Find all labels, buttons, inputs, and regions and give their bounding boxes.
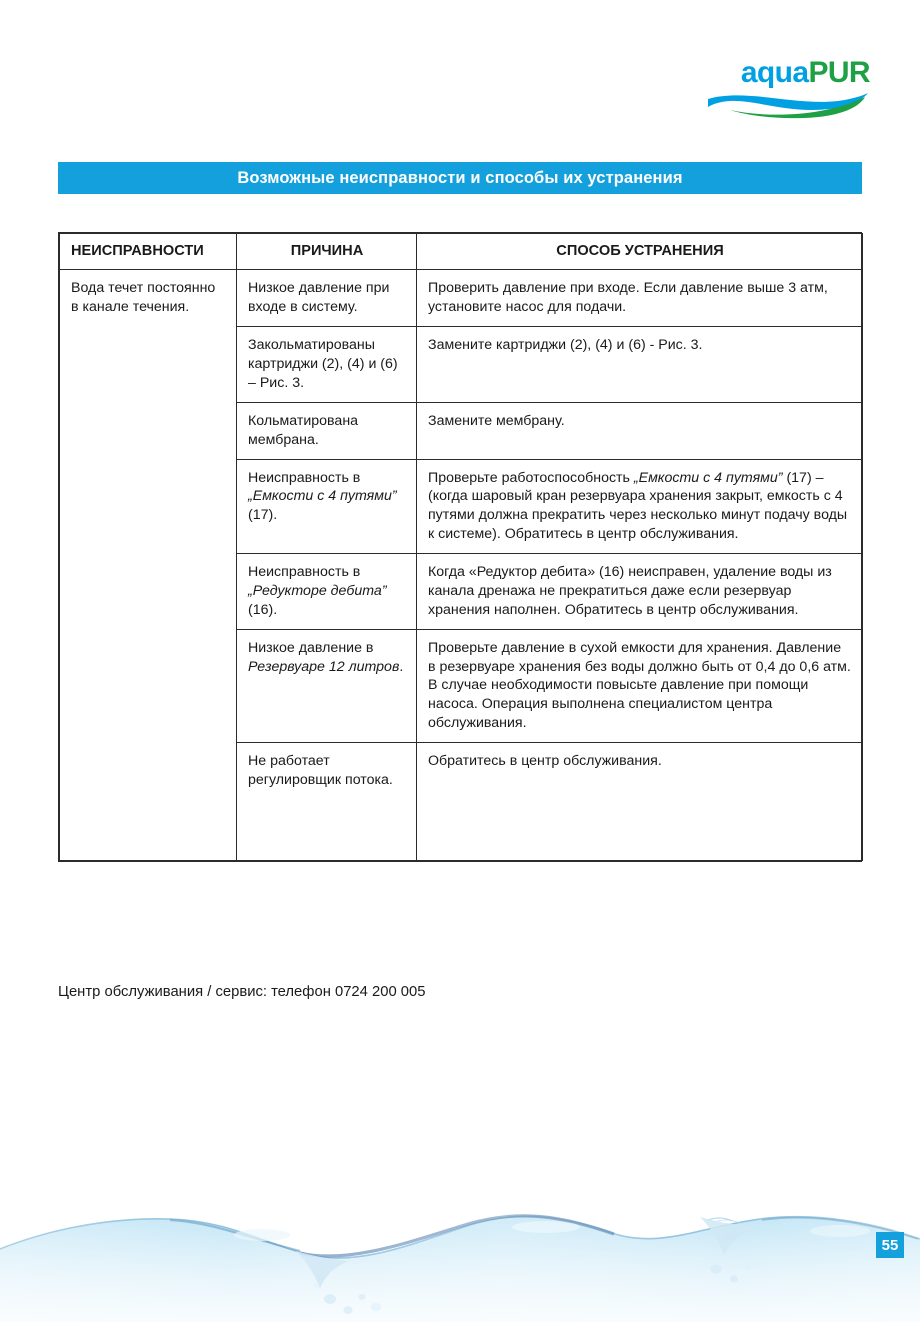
water-decoration: [0, 1177, 920, 1322]
service-contact-line: Центр обслуживания / сервис: телефон 0724 200 005: [58, 984, 426, 1000]
cause-text-pre: Неисправность в: [248, 469, 361, 486]
cause-text-emphasis: „Редукторе дебита”: [248, 582, 387, 599]
remedy-text-pre: Проверьте работоспособность: [428, 469, 634, 486]
logo-text-aqua: aqua: [740, 56, 809, 89]
section-title-banner: [58, 162, 862, 194]
brand-logo: [700, 58, 870, 120]
remedy-cell: Обратитесь в центр обслуживания.: [417, 743, 863, 861]
section-title-text: Возможные неисправности и способы их устранения: [237, 168, 683, 187]
cause-cell: Низкое давление при входе в систему.: [237, 270, 417, 327]
cause-text-emphasis: „Емкости с 4 путями”: [248, 488, 397, 505]
column-header-remedy: СПОСОБ УСТРАНЕНИЯ: [417, 234, 863, 270]
logo-wave-icon: [700, 90, 870, 120]
table-header-row: [60, 234, 863, 270]
cause-cell: Не работает регулировщик потока.: [237, 743, 417, 861]
table-row: [60, 270, 863, 327]
cause-text-post: .: [399, 658, 404, 675]
cause-cell: [237, 629, 417, 742]
page-number-badge: [876, 1232, 904, 1258]
fault-description-cell: Вода течет постоянно в канале течения.: [60, 270, 237, 861]
remedy-cell: Когда «Редуктор дебита» (16) неисправен, удаление воды из канала дренажа не прекратиться даже если резервуар хранения наполнен. Обратитесь в центр обслуживания.: [417, 554, 863, 630]
cause-cell: Закольматированы картриджи (2), (4) и (6) – Рис. 3.: [237, 327, 417, 403]
cause-text-emphasis: Резервуаре 12 литров: [248, 658, 400, 675]
remedy-cell: Замените картриджи (2), (4) и (6) - Рис. 3.: [417, 327, 863, 403]
remedy-cell: Проверьте давление в сухой емкости для хранения. Давление в резервуаре хранения без воды должно быть от 0,4 до 0,6 атм. В случае необходимости повысьте давление при помощи насоса. Операция выполнена специалистом центра обслуживания.: [417, 629, 863, 742]
cause-cell: [237, 554, 417, 630]
water-wave-graphic: [0, 1177, 920, 1322]
remedy-text-emphasis: „Емкости с 4 путями”: [633, 469, 783, 486]
remedy-cell: [417, 459, 863, 554]
column-header-cause: ПРИЧИНА: [237, 234, 417, 270]
cause-text-post: (16).: [248, 601, 278, 618]
cause-text-pre: Низкое давление в: [248, 639, 374, 656]
cause-text-pre: Неисправность в: [248, 564, 361, 581]
column-header-fault: НЕИСПРАВНОСТИ: [60, 234, 237, 270]
troubleshooting-table-wrap: [58, 232, 862, 862]
troubleshooting-table: [59, 233, 863, 861]
logo-text-pur: PUR: [808, 56, 870, 89]
remedy-cell: Проверить давление при входе. Если давление выше 3 атм, установите насос для подачи.: [417, 270, 863, 327]
remedy-cell: Замените мембрану.: [417, 402, 863, 459]
cause-text-post: (17).: [248, 507, 278, 524]
remedy-text-post: (17) – (когда шаровый кран резервуара хранения закрыт, емкость с 4 путями должна прекратить через несколько минут подачу воды к системе). Обратитесь в центр обслуживания.: [428, 469, 848, 543]
page-number-text: 55: [881, 1236, 899, 1254]
cause-cell: Кольматирована мембрана.: [237, 402, 417, 459]
cause-cell: [237, 459, 417, 554]
logo-wordmark: [700, 58, 870, 88]
